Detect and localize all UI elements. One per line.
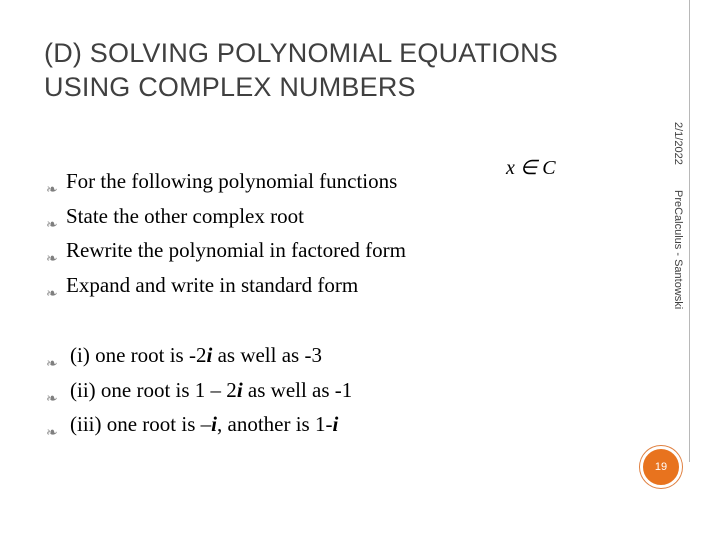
example-list bbox=[46, 338, 352, 442]
page-number-badge: 19 bbox=[640, 446, 682, 488]
list-item: ❧ (iii) one root is –i, another is 1-i bbox=[46, 407, 352, 442]
title-line-2: USING COMPLEX NUMBERS bbox=[44, 72, 416, 102]
title-line-1: (D) SOLVING POLYNOMIAL EQUATIONS bbox=[44, 38, 558, 68]
leaf-bullet-icon: ❧ bbox=[46, 286, 58, 302]
slide-title bbox=[44, 36, 644, 104]
list-item: ❧ For the following polynomial functions bbox=[46, 164, 406, 199]
leaf-bullet-icon: ❧ bbox=[46, 357, 58, 372]
list-item: ❧ State the other complex root bbox=[46, 199, 406, 234]
instruction-list bbox=[46, 164, 406, 302]
list-item: ❧ (i) one root is -2i as well as -3 bbox=[46, 338, 352, 373]
math-expression: x ∈ C bbox=[506, 157, 556, 179]
leaf-bullet-icon: ❧ bbox=[46, 391, 58, 407]
leaf-bullet-icon: ❧ bbox=[46, 252, 58, 267]
course-label: PreCalculus - Santowski bbox=[672, 190, 684, 310]
leaf-bullet-icon: ❧ bbox=[46, 183, 58, 198]
list-item: ❧ Rewrite the polynomial in factored form bbox=[46, 233, 406, 268]
leaf-bullet-icon: ❧ bbox=[46, 426, 58, 441]
right-divider bbox=[689, 0, 690, 462]
list-item: ❧ (ii) one root is 1 – 2i as well as -1 bbox=[46, 373, 352, 408]
date-label: 2/1/2022 bbox=[672, 122, 684, 165]
leaf-bullet-icon: ❧ bbox=[46, 217, 58, 233]
list-item: ❧ Expand and write in standard form bbox=[46, 268, 406, 303]
